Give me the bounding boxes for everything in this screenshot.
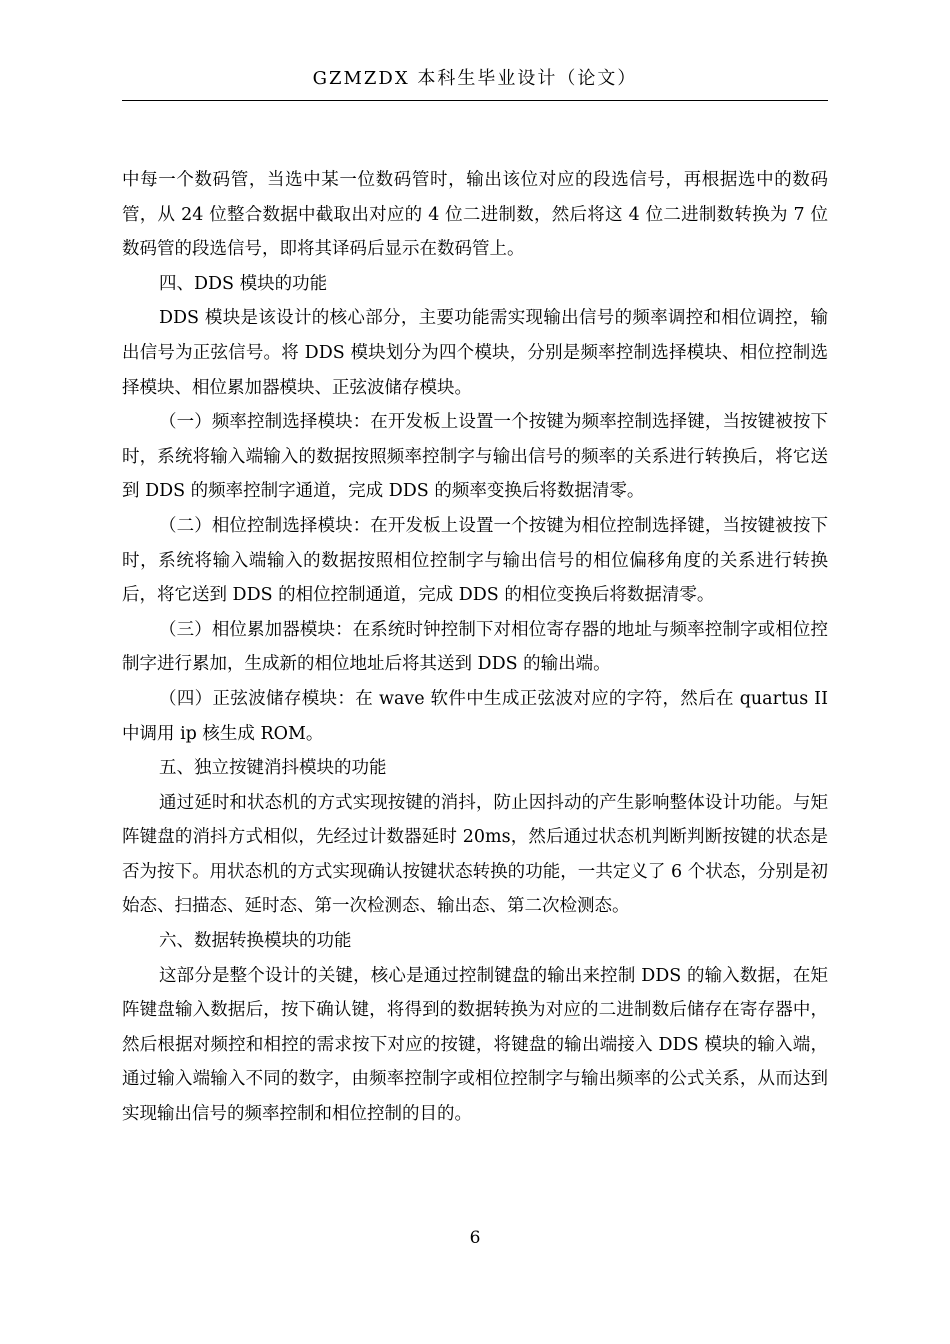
header-rule (122, 100, 828, 101)
paragraph-sine-storage: （四）正弦波储存模块：在 wave 软件中生成正弦波对应的字符，然后在 quartus II中调用 ip 核生成 ROM。 (122, 688, 828, 744)
paragraph-frequency-control: （一）频率控制选择模块：在开发板上设置一个按键为频率控制选择键，当按键被按下时，系统将输入端输入的数据按照频率控制字与输出信号的频率的关系进行转换后，将它送到 DDS 的频率控制字通道，完成 DDS 的频率变换后将数据清零。 (122, 412, 828, 502)
paragraph-debounce: 通过延时和状态机的方式实现按键的消抖，防止因抖动的产生影响整体设计功能。与矩阵键盘的消抖方式相似，先经过计数器延时 20ms，然后通过状态机判断判断按键的状态是否为按下。用状态机的方式实现确认按键状态转换的功能，一共定义了 6 个状态，分别是初始态、扫描态、延时态、第一次检测态、输出态、第二次检测态。 (122, 792, 828, 917)
page-number: 6 (469, 1228, 481, 1248)
section-heading-dds: 四、DDS 模块的功能 (159, 273, 328, 294)
paragraph-continuation: 中每一个数码管，当选中某一位数码管时，输出该位对应的段选信号，再根据选中的数码管，从 24 位整合数据中截取出对应的 4 位二进制数，然后将这 4 位二进制数转换为 7 位数码管的段选信号，即将其译码后显示在数码管上。 (122, 170, 828, 260)
paragraph-data-conversion: 这部分是整个设计的关键，核心是通过控制键盘的输出来控制 DDS 的输入数据，在矩阵键盘输入数据后，按下确认键，将得到的数据转换为对应的二进制数后储存在寄存器中，然后根据对频控和相控的需求按下对应的按键，将键盘的输出端接入 DDS 模块的输入端，通过输入端输入不同的数字，由频率控制字或相位控制字与输出频率的公式关系，从而达到实现输出信号的频率控制和相位控制的目的。 (122, 965, 828, 1125)
section-heading-debounce: 五、独立按键消抖模块的功能 (159, 758, 387, 779)
body-text (122, 163, 828, 1132)
page-header: GZMZDX 本科生毕业设计（论文） (312, 68, 638, 89)
paragraph-phase-accumulator: （三）相位累加器模块：在系统时钟控制下对相位寄存器的地址与频率控制字或相位控制字进行累加，生成新的相位地址后将其送到 DDS 的输出端。 (122, 619, 828, 675)
paragraph-phase-control: （二）相位控制选择模块：在开发板上设置一个按键为相位控制选择键，当按键被按下时，系统将输入端输入的数据按照相位控制字与输出信号的相位偏移角度的关系进行转换后，将它送到 DDS 的相位控制通道，完成 DDS 的相位变换后将数据清零。 (122, 515, 828, 606)
paragraph-dds-overview: DDS 模块是该设计的核心部分，主要功能需实现输出信号的频率调控和相位调控，输出信号为正弦信号。将 DDS 模块划分为四个模块，分别是频率控制选择模块、相位控制选择模块、相位累加器模块、正弦波储存模块。 (122, 308, 828, 398)
section-heading-data-conversion: 六、数据转换模块的功能 (159, 931, 352, 952)
